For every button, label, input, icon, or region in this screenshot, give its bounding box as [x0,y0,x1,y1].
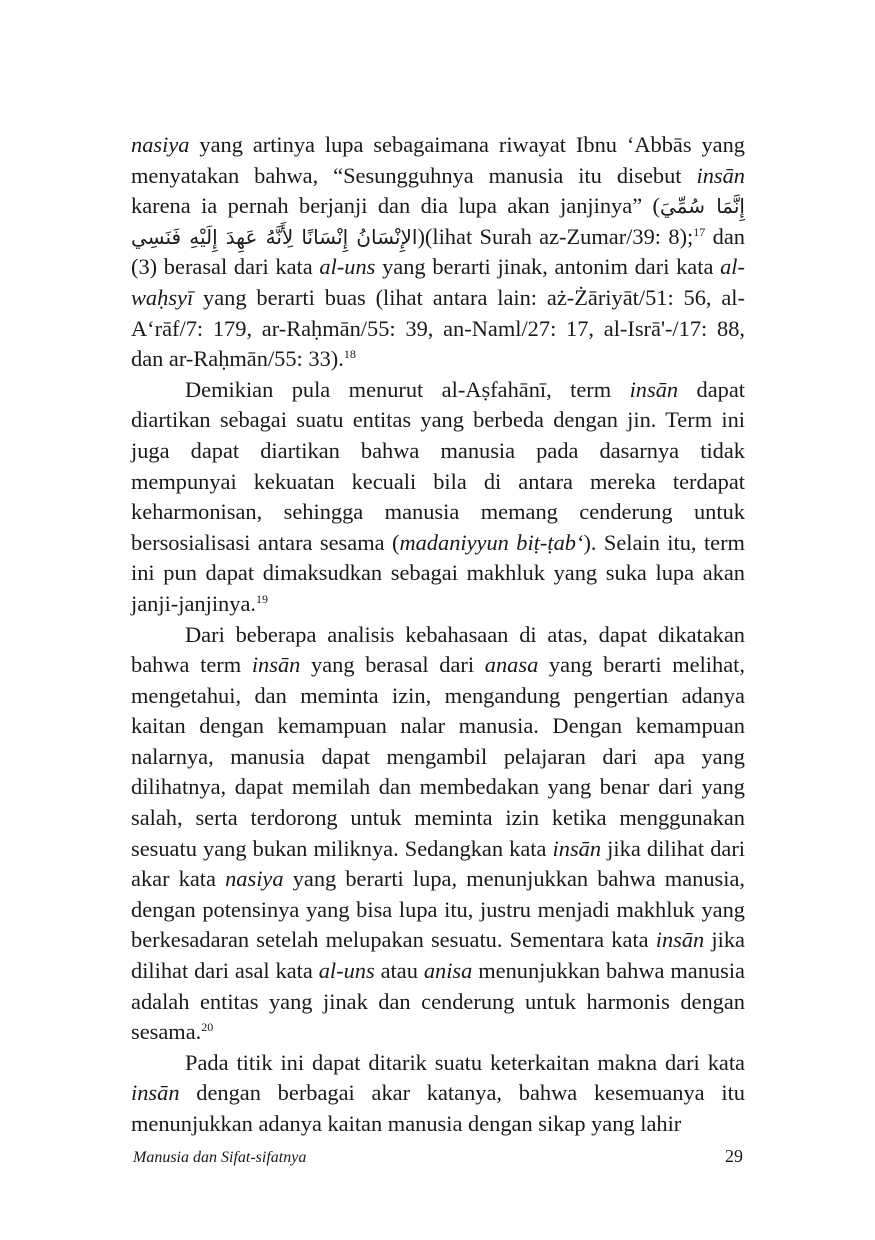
italic-term: anasa [484,652,539,678]
footnote-marker: 17 [693,224,706,239]
paragraph-1 [131,130,745,375]
italic-term: insān [629,376,679,402]
text-run: Dari beberapa analisis kebahasaan di atas, dapat dikatakan bahwa term [131,621,745,678]
text-run: karena ia pernah berjanji dan dia lupa akan janjinya” ( [131,193,661,219]
paragraph-2 [131,375,745,620]
text-run: dan (3) berasal dari kata [131,223,745,280]
italic-term: insān [552,835,602,861]
italic-term: insān [251,652,301,678]
text-run: menunjukkan bahwa manusia adalah entitas yang jinak dan cenderung untuk harmonis dengan sesama. [131,958,745,1045]
italic-term: nasiya [131,132,190,157]
arabic-quote: إِنَّمَا سُمِّيَ الإِنْسَانُ إِنْسَانًا لِأَنَّهُ عَهِدَ إِلَيْهِ فَنَسِي [131,194,745,249]
running-title: Manusia dan Sifat-sifatnya [133,1149,307,1166]
italic-term: madaniyyun biṭ-ṭab‘ [399,529,584,555]
italic-term: nasiya [225,866,284,892]
paragraph-3 [131,620,745,1048]
italic-term: insān [696,162,745,188]
italic-term: al-uns [318,958,375,984]
page-footer [133,1146,743,1167]
italic-term: insān [655,927,705,953]
italic-term: al-uns [319,254,376,280]
text-run: jika dilihat dari akar kata [131,835,745,892]
text-run: yang berarti jinak, antonim dari kata [375,254,721,280]
footnote-marker: 19 [255,591,268,606]
footnote-marker: 18 [343,347,356,362]
text-run: yang berarti melihat, mengetahui, dan meminta izin, mengandung pengertian adanya kaitan dengan kemampuan nalar manusia. Dengan kemampuan nalarnya, manusia dapat mengambil pelajaran dari apa yang dilihatnya, dapat memilah dan membedakan yang benar dari yang salah, serta terdorong untuk meminta izin ketika menggunakan sesuatu yang bukan miliknya. Sedangkan kata [131,652,745,861]
paragraph-4 [131,1048,745,1140]
text-run: yang berarti lupa, menunjukkan bahwa manusia, dengan potensinya yang bisa lupa itu, justru menjadi makhluk yang berkesadaran setelah melupakan sesuatu. Sementara kata [131,866,745,953]
text-run: dapat diartikan sebagai suatu entitas yang berbeda dengan jin. Term ini juga dapat diartikan bahwa manusia pada dasarnya tidak mempunyai kekuatan kecuali bila di antara mereka terdapat keharmonisan, sehingga manusia memang cenderung untuk bersosialisasi antara sesama ( [131,376,745,555]
body-text [131,130,745,1140]
text-run: atau [374,958,424,984]
text-run: dengan berbagai akar katanya, bahwa kesemuanya itu menunjukkan adanya kaitan manusia dengan sikap yang lahir [131,1080,745,1136]
text-run: jika dilihat dari asal kata [131,927,745,984]
italic-term: anisa [423,958,473,984]
text-run: ). Selain itu, term ini pun dapat dimaksudkan sebagai makhluk yang suka lupa akan janji-janjinya. [131,529,745,616]
text-run: yang berarti buas (lihat antara lain: aż-Żāriyāt/51: 56, al-A‘rāf/7: 179, ar-Raḥmān/55: 39, an-Naml/27: 17, al-Isrā'-/17: 88, dan ar-Raḥmān/55: 33). [131,284,745,372]
text-run: )(lihat Surah az-Zumar/39: 8); [417,223,694,249]
italic-term: insān [131,1080,180,1106]
text-run: Pada titik ini dapat ditarik suatu keterkaitan makna dari kata [185,1049,745,1075]
italic-term: al-waḥsyī [131,254,745,310]
page-number: 29 [725,1146,743,1166]
text-run: yang artinya lupa sebagaimana riwayat Ibnu ‘Abbās yang menyatakan bahwa, “Sesungguhnya manusia itu disebut [131,132,745,188]
text-run: yang berasal dari [300,652,485,678]
text-run: Demikian pula menurut al-Aṣfahānī, term [185,376,630,402]
footnote-marker: 20 [201,1020,214,1035]
